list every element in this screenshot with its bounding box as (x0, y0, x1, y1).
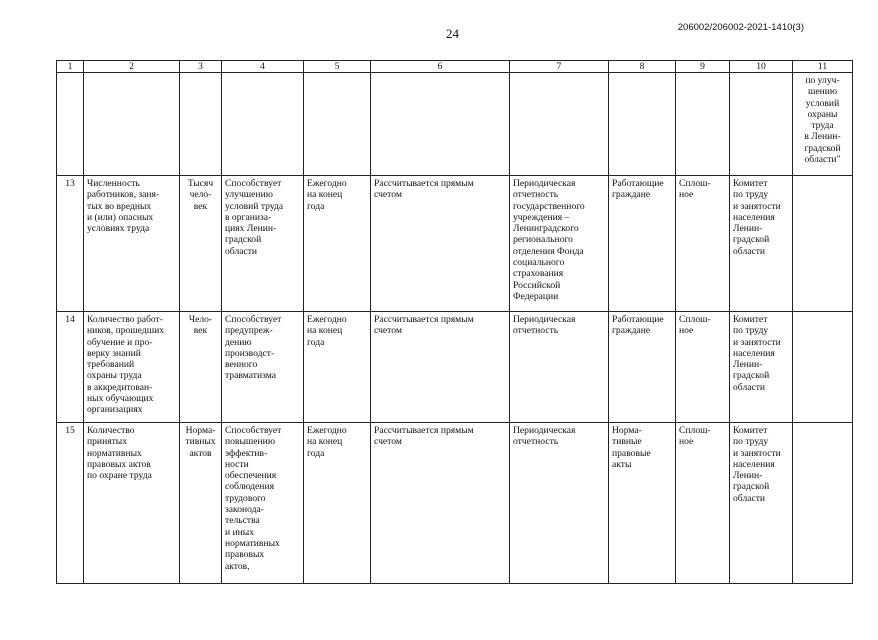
unit-cell: Чело- век (180, 312, 222, 423)
coverage-cell: Сплош- ное (676, 176, 730, 312)
method-cell: Рассчитывается прямым счетом (371, 423, 510, 584)
column-header: 3 (180, 61, 222, 73)
column-header: 4 (222, 61, 304, 73)
empty-cell (84, 73, 180, 176)
empty-cell (609, 73, 676, 176)
empty-cell (510, 73, 609, 176)
empty-cell (180, 73, 222, 176)
table-row (57, 312, 853, 423)
empty-cell (730, 73, 793, 176)
method-cell: Рассчитывается прямым счетом (371, 176, 510, 312)
coverage-cell: Сплош- ное (676, 423, 730, 584)
object-cell: Работающие граждане (609, 312, 676, 423)
periodicity-cell: Ежегодно на конец года (304, 423, 371, 584)
purpose-cell: Способствует повышению эффектив- ности обеспечения соблюдения трудового законода- тельства и иных нормативных правовых актов, (222, 423, 304, 584)
note-cell (793, 312, 853, 423)
table-row (57, 423, 853, 584)
indicator-name-cell: Численность работников, заня- тых во вредных и (или) опасных условиях труда (84, 176, 180, 312)
purpose-cell: Способствует улучшению условий труда в организа- циях Ленин- градской области (222, 176, 304, 312)
unit-cell: Норма- тивных актов (180, 423, 222, 584)
source-cell: Периодическая отчетность (510, 423, 609, 584)
coverage-cell: Сплош- ное (676, 312, 730, 423)
column-header: 2 (84, 61, 180, 73)
purpose-cell: Способствует предупреж- дению производст- венного травматизма (222, 312, 304, 423)
method-cell: Рассчитывается прямым счетом (371, 312, 510, 423)
continuation-row (57, 73, 853, 176)
note-cell (793, 423, 853, 584)
responsible-cell: Комитет по труду и занятости населения Ленин- градской области (730, 312, 793, 423)
column-header: 9 (676, 61, 730, 73)
column-header: 10 (730, 61, 793, 73)
indicators-table (56, 60, 853, 584)
column-header: 1 (57, 61, 84, 73)
empty-cell (676, 73, 730, 176)
row-number-cell: 14 (57, 312, 84, 423)
column-number-row (57, 61, 853, 73)
row-number-cell: 13 (57, 176, 84, 312)
periodicity-cell: Ежегодно на конец года (304, 176, 371, 312)
responsible-cell: Комитет по труду и занятости населения Ленин- градской области (730, 176, 793, 312)
source-cell: Периодическая отчетность (510, 312, 609, 423)
table-row (57, 176, 853, 312)
column-header: 6 (371, 61, 510, 73)
unit-cell: Тысяч чело- век (180, 176, 222, 312)
empty-cell (222, 73, 304, 176)
page-number: 24 (446, 26, 459, 41)
column-header: 8 (609, 61, 676, 73)
continuation-note-cell: по улуч- шению условий охраны труда в Ленин- градской области" (793, 73, 853, 176)
column-header: 7 (510, 61, 609, 73)
object-cell: Работающие граждане (609, 176, 676, 312)
responsible-cell: Комитет по труду и занятости населения Ленин- градской области (730, 423, 793, 584)
indicator-name-cell: Количество принятых нормативных правовых актов по охране труда (84, 423, 180, 584)
column-header: 5 (304, 61, 371, 73)
empty-cell (304, 73, 371, 176)
column-header: 11 (793, 61, 853, 73)
note-cell (793, 176, 853, 312)
row-number-cell: 15 (57, 423, 84, 584)
empty-cell (371, 73, 510, 176)
periodicity-cell: Ежегодно на конец года (304, 312, 371, 423)
source-cell: Периодическая отчетность государственного учреждения – Ленинградского регионального отделения Фонда социального страхования Российской Федерации (510, 176, 609, 312)
object-cell: Норма- тивные правовые акты (609, 423, 676, 584)
indicator-name-cell: Количество работ- ников, прошедших обучение и про- верку знаний требований охраны труда в аккредитован- ных обучающих организациях (84, 312, 180, 423)
document-code: 206002/206002-2021-1410(3) (677, 22, 804, 33)
empty-cell (57, 73, 84, 176)
